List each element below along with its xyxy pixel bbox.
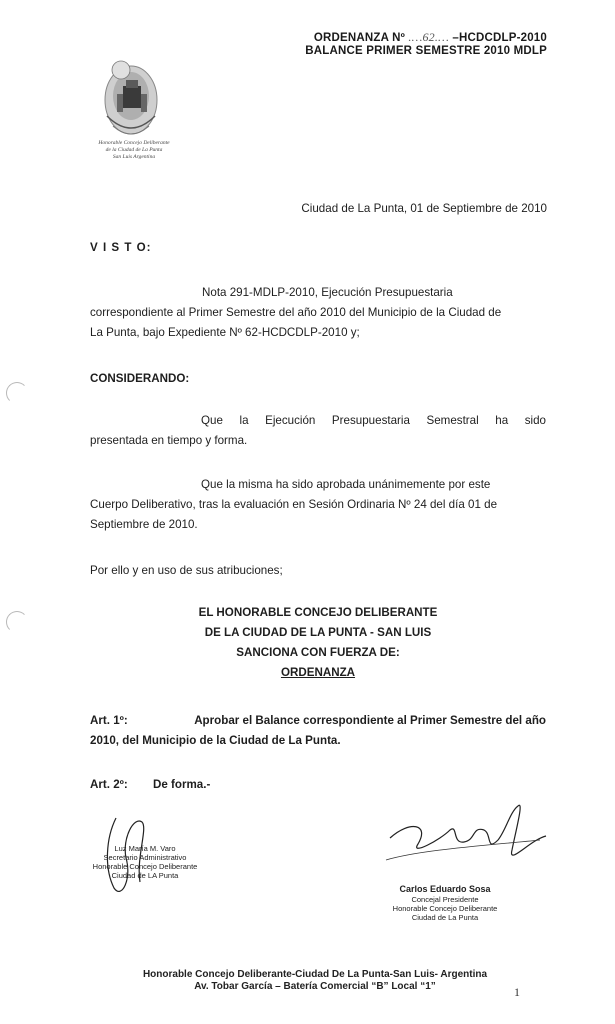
visto-line: Nota 291-MDLP-2010, Ejecución Presupuestaria [202,286,453,299]
ordinance-header [305,31,547,58]
visto-line: La Punta, bajo Expediente Nº 62-HCDCDLP-2010 y; [90,326,360,339]
article-1-label: Art. 1º: [90,714,128,727]
considerando-line: Que la misma ha sido aprobada unánimemente por este [201,478,491,491]
punch-hole [6,611,28,633]
date-line: Ciudad de La Punta, 01 de Septiembre de 2010 [301,202,547,215]
logo-caption-line: Honorable Concejo Deliberante [98,140,170,146]
right-signature-line: Honorable Concejo Deliberante [392,904,498,913]
left-signature-block [80,844,210,880]
article-1-text: Aprobar el Balance correspondiente al Primer Semestre del año [194,714,546,727]
sanciona-line: DE LA CIUDAD DE LA PUNTA - SAN LUIS [204,626,432,639]
ordinance-prefix: ORDENANZA Nº [313,32,405,44]
ordenanza-title: ORDENANZA [280,666,356,679]
ordinance-subject: BALANCE PRIMER SEMESTRE 2010 MDLP [305,45,547,57]
considerando-line: Septiembre de 2010. [90,518,198,531]
right-signature-line: Ciudad de La Punta [411,913,479,922]
article-2-label: Art. 2º: [90,778,128,791]
ordinance-suffix: –HCDCDLP-2010 [452,32,547,44]
considerando-line: Que la Ejecución Presupuestaria Semestral ha sido [201,414,546,427]
considerando-para1 [90,411,546,451]
article-1 [90,711,546,751]
right-signature-scribble [380,800,550,880]
sanciona-line: SANCIONA CON FUERZA DE: [236,646,400,659]
article-1-line [90,711,546,731]
right-signature-block [380,884,510,922]
visto-body [90,283,546,343]
visto-line: correspondiente al Primer Semestre del año 2010 del Municipio de la Ciudad de [90,306,502,319]
considerando-para2 [90,475,546,535]
logo-caption-line: San Luis Argentina [112,154,156,160]
article-2 [90,775,210,795]
sanciona-block [90,603,546,683]
ordinance-number: .…62.… [408,30,449,44]
page-number: 1 [514,985,520,999]
council-logo [95,56,167,148]
article-2-text: De forma.- [152,778,211,791]
left-signature-line: Secretario Administrativo [103,853,187,862]
considerando-line: presentada en tiempo y forma. [90,434,248,447]
por-ello-line: Por ello y en uso de sus atribuciones; [90,564,283,577]
punch-hole [6,382,28,404]
left-signature-line: Luz María M. Varo [114,844,176,853]
right-signature-line: Concejal Presidente [411,895,479,904]
visto-heading: V I S T O: [90,241,152,254]
logo-caption-line: de la Ciudad de La Punta [105,147,163,153]
considerando-heading: CONSIDERANDO: [90,372,190,385]
considerando-line: Cuerpo Deliberativo, tras la evaluación en Sesión Ordinaria Nº 24 del día 01 de [90,498,498,511]
article-1-text-cont: 2010, del Municipio de la Ciudad de La Punta. [90,734,341,747]
left-signature-line: Ciudad de LA Punta [111,871,179,880]
footer-line: Av. Tobar García – Batería Comercial “B” Local “1” [194,981,436,992]
footer-line: Honorable Concejo Deliberante-Ciudad De La Punta-San Luis- Argentina [142,969,488,980]
sanciona-line: EL HONORABLE CONCEJO DELIBERANTE [198,606,438,619]
right-signature-name: Carlos Eduardo Sosa [399,884,491,894]
ordinance-number-line [305,31,547,45]
logo-caption [84,140,184,161]
left-signature-line: Honorable Concejo Deliberante [92,862,198,871]
page-footer [60,969,570,993]
